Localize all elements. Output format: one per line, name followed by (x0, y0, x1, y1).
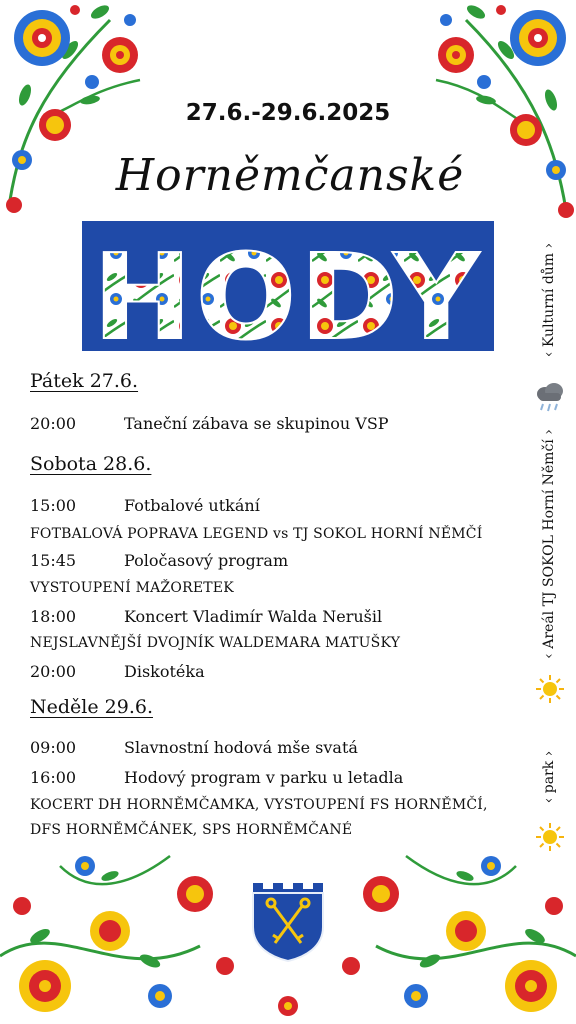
event-time: 20:00 (30, 414, 77, 433)
day-heading-saturday: Sobota 28.6. (30, 453, 152, 475)
day-heading-sunday: Neděle 29.6. (30, 696, 153, 718)
event-detail: FOTBALOVÁ POPRAVA LEGEND vs TJ SOKOL HORNÍ NĚMČÍ (30, 526, 483, 542)
event-detail: DFS HORNĚMČÁNEK, SPS HORNĚMČANÉ (30, 822, 353, 838)
event-text: Fotbalové utkání (124, 496, 260, 515)
event-text: Poločasový program (124, 551, 289, 570)
event-detail: VYSTOUPENÍ MAŽORETEK (30, 580, 234, 596)
rain-cloud-icon (535, 380, 565, 414)
venue-label-kulturni-dum: ‹ Kulturní dům › (541, 242, 557, 358)
event-text: Koncert Vladimír Walda Nerušil (124, 607, 383, 626)
event-text: Taneční zábava se skupinou VSP (124, 414, 389, 433)
day-heading-friday: Pátek 27.6. (30, 370, 139, 392)
venue-sidebar (527, 240, 571, 830)
hody-banner (82, 221, 494, 351)
hody-block-title: HODY (93, 228, 483, 351)
event-time: 15:45 (30, 551, 77, 570)
venue-label-areal-sokol: ‹ Areál TJ SOKOL Horní Němčí › (541, 429, 557, 659)
municipal-crest (249, 881, 327, 963)
event-detail: NEJSLAVNĚJŠÍ DVOJNÍK WALDEMARA MATUŠKY (30, 635, 401, 651)
event-time: 20:00 (30, 662, 77, 681)
date-range: 27.6.-29.6.2025 (185, 100, 391, 126)
event-text: Slavnostní hodová mše svatá (124, 738, 358, 757)
script-title: Horněmčanské (115, 150, 465, 201)
event-time: 09:00 (30, 738, 77, 757)
venue-label-park: ‹ park › (541, 750, 557, 804)
event-time: 15:00 (30, 496, 77, 515)
event-time: 18:00 (30, 607, 77, 626)
event-time: 16:00 (30, 768, 77, 787)
event-text: Diskotéka (124, 662, 205, 681)
event-detail: KOCERT DH HORNĚMČAMKA, VYSTOUPENÍ FS HORNĚMČÍ, (30, 797, 488, 813)
event-text: Hodový program v parku u letadla (124, 768, 404, 787)
sun-icon (535, 674, 565, 704)
